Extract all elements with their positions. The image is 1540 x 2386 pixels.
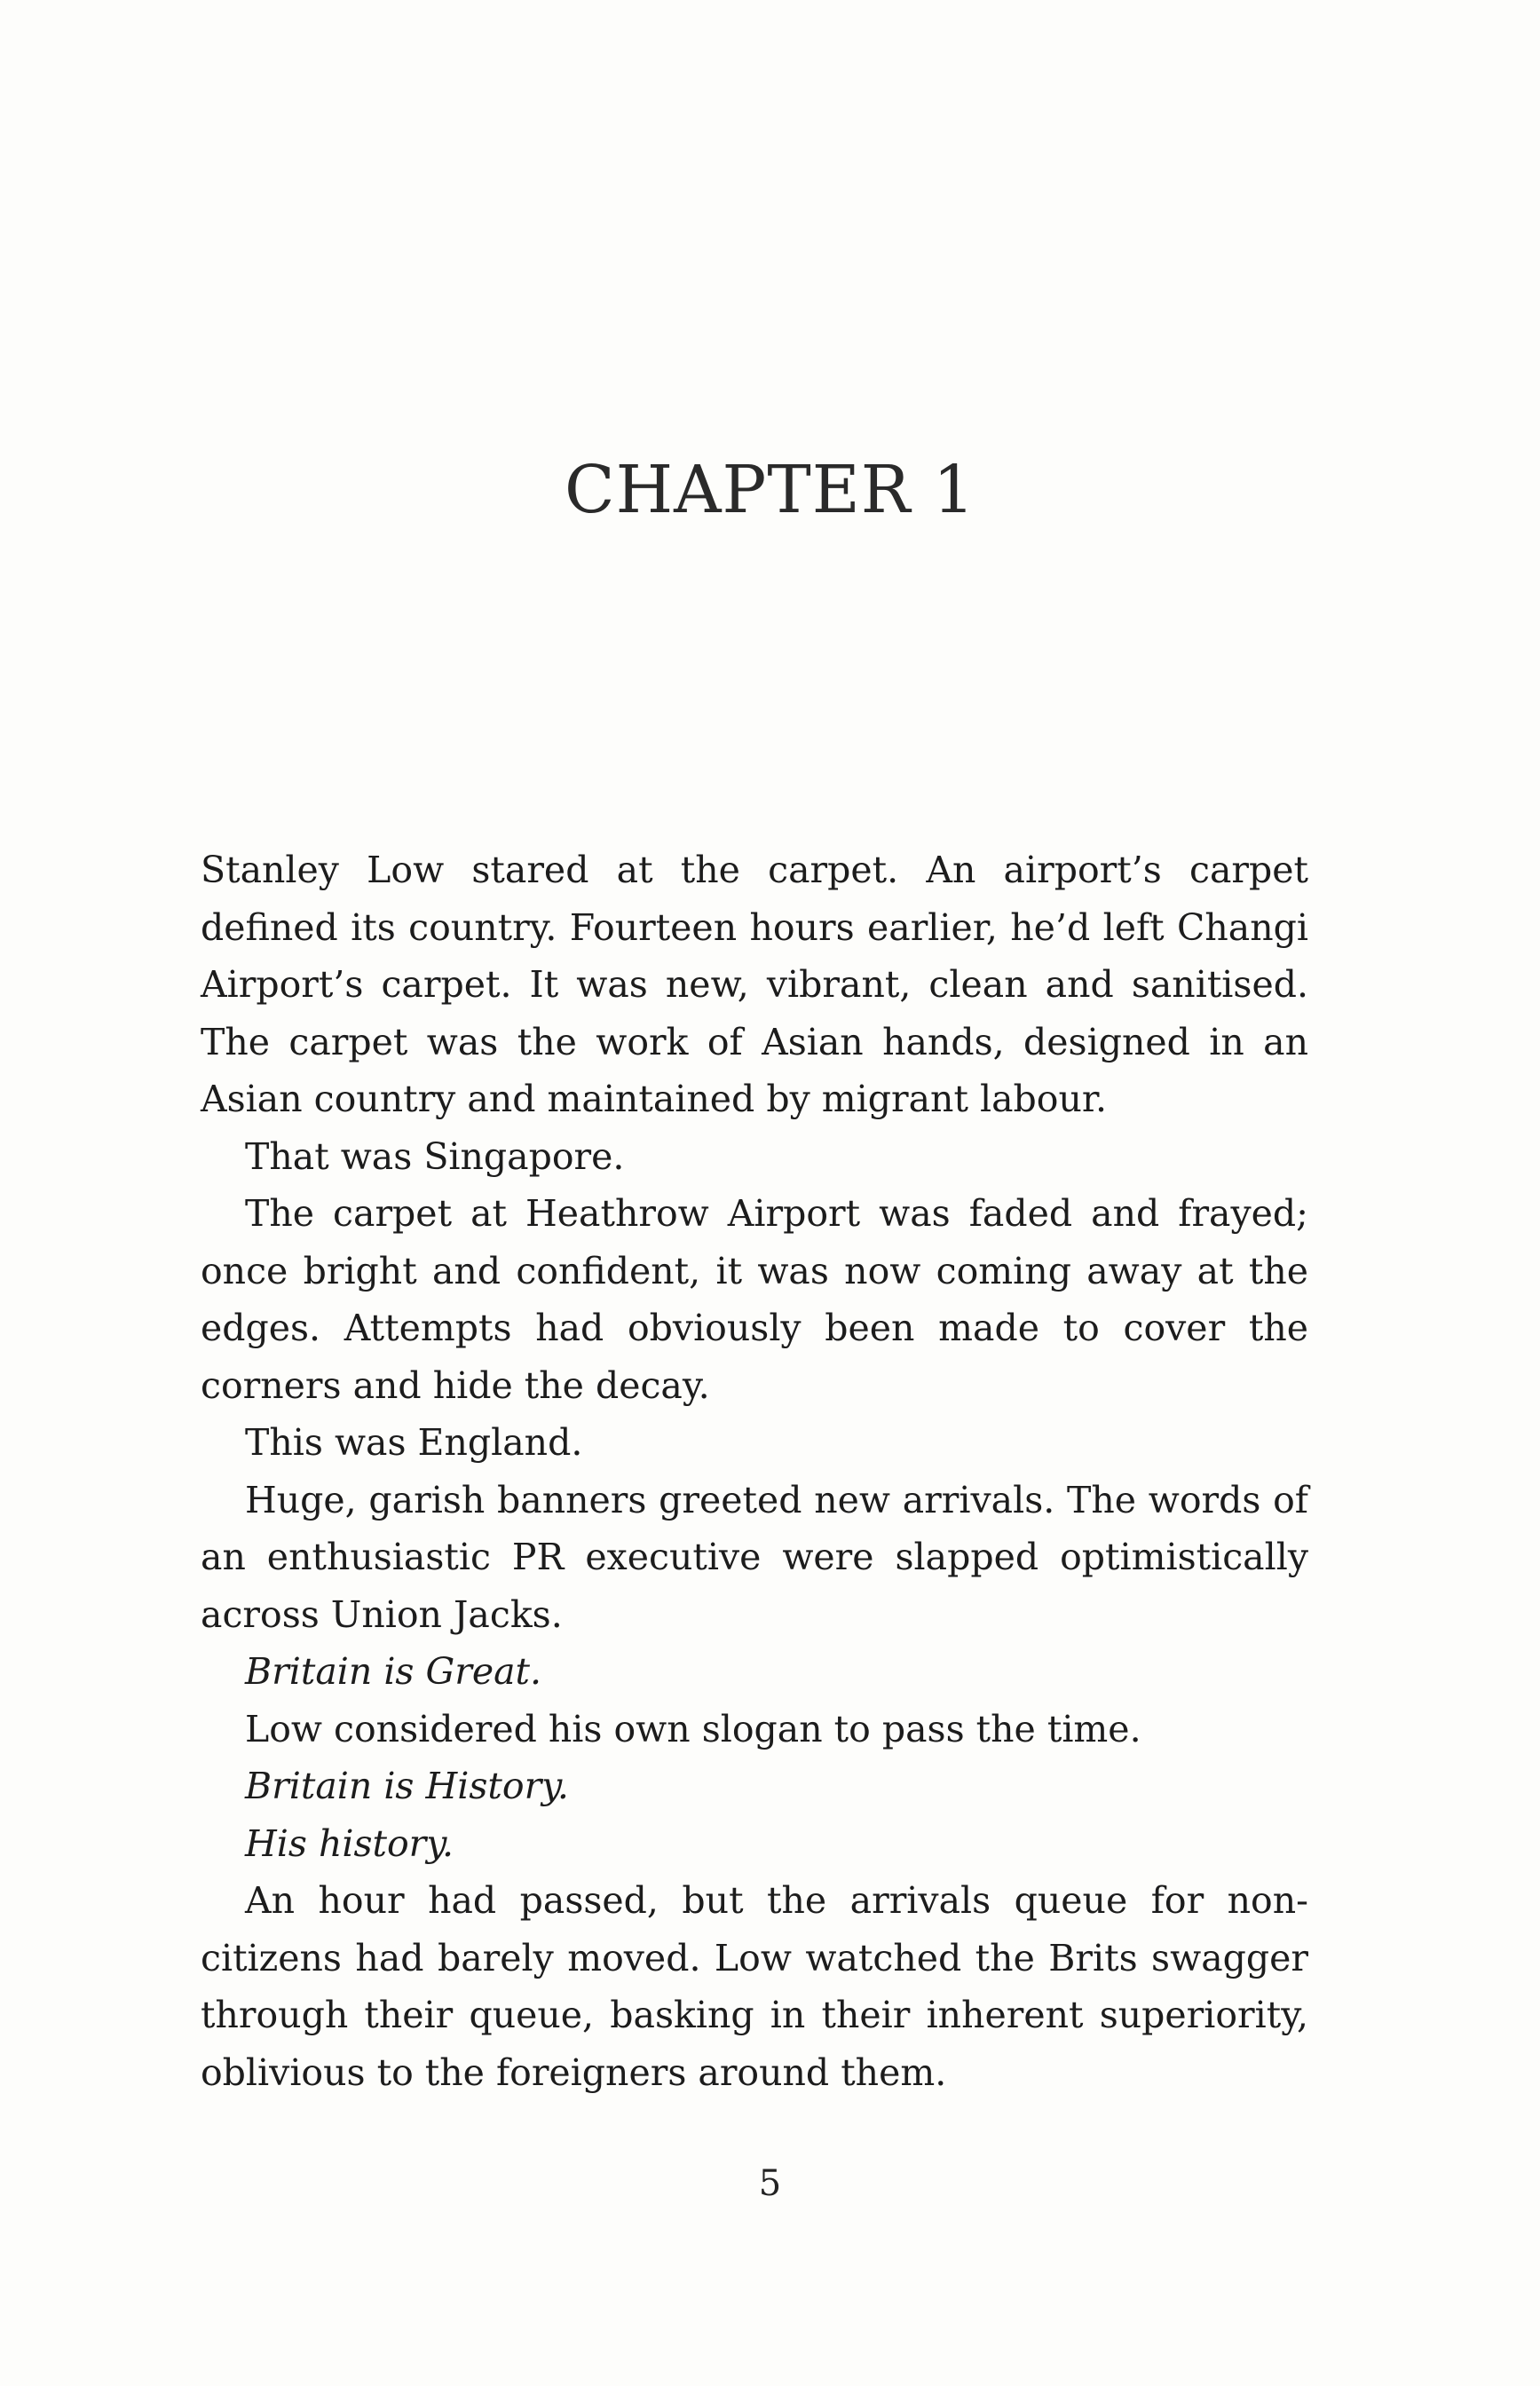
paragraph: This was England. bbox=[245, 1421, 583, 1464]
chapter-body bbox=[201, 841, 1308, 2101]
italic-paragraph: His history. bbox=[245, 1821, 454, 1865]
paragraph: That was Singapore. bbox=[245, 1134, 625, 1178]
paragraph: Huge, garish banners greeted new arrivals. The words of an enthusiastic PR executive were slapped optimistically across Union Jacks. bbox=[201, 1478, 1308, 1636]
chapter-title: CHAPTER 1 bbox=[564, 451, 976, 528]
italic-paragraph: Britain is History. bbox=[245, 1765, 569, 1807]
paragraph: Stanley Low stared at the carpet. An airport’s carpet defined its country. Fourteen hours earlier, he’d left Changi Airport’s carpet. It was new, vibrant, clean and sanitised. The carpet was the work of Asian hands, designed in an Asian country and maintained by migrant labour. bbox=[201, 849, 1308, 1120]
paragraph: The carpet at Heathrow Airport was faded and frayed; once bright and confident, it was now coming away at the edges. Attempts had obviously been made to cover the corners and hide the decay. bbox=[201, 1192, 1308, 1407]
paragraph: An hour had passed, but the arrivals queue for non-citizens had barely moved. Low watched the Brits swagger through their queue, basking in their inherent superiority, oblivious to the foreigners around them. bbox=[201, 1879, 1308, 2094]
italic-paragraph: Britain is Great. bbox=[245, 1650, 542, 1693]
page-number: 5 bbox=[758, 2163, 782, 2204]
paragraph: Low considered his own slogan to pass the time. bbox=[245, 1707, 1141, 1750]
